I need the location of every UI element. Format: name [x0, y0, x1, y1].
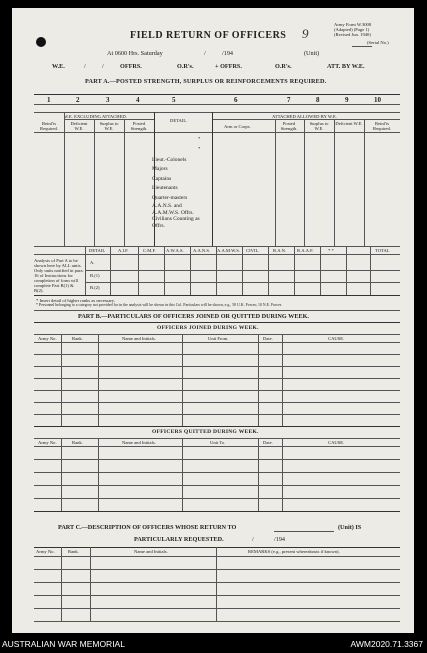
serial-label: (Serial No.)	[367, 40, 389, 45]
analysis-note: Analysis of Part A to be shown here by ALL units. Only units notified in para. 16 of Instructions for completion of form will complete Part B(1) & B(2).	[34, 258, 84, 293]
unit-label: (Unit)	[304, 50, 320, 57]
form-page: FIELD RETURN OF OFFICERS 9 Army Form W.3008 (Adapted) (Page 1) (Revised Jun. 1940) At 0600 Hrs. Saturday / /194 (Unit) (Serial No.) W.E. / / OFFRS. O.R's. + OFFRS. O.R's. ATT. BY W.E. PART A.—POSTED STRENGTH, SURPLUS OR REINFORCEMENTS REQUIRED. 1 2 3 4 5 6 7 8 9 10 W.E. EXCLUDING ATTACHED. ATTACHED ALLOWED BY W.E. Reinf'ts Required. Deficient W.E. Surplus to W.E. Posted Strength. DETAIL. Arm or Corps. Posted Strength. Surplus to W.E. Deficient W.E. Reinf'ts Required. * * Lieut.-Colonels Majors Captains Lieutenants Quarter-masters A.A.N.S. and A.A.M.W.S. Offrs. Civilians Counting as Offrs. DETAIL A.I.F. C.M.F. A.W.A.S. A.A.N.S. A.A.M.W.S. CIVIL. R.A.N. R.A.A.F. * * TOTAL A. B.(1) B.(2) Analysis of Part A to be shown here by ALL units. Only units notified in para. 16 of Instructions for completion of form will complete Part B(1) & B(2). * Insert detail of higher ranks as necessary. * Personnel belonging to a category not provided for in the analysis will be shown in this Col. Particulars will be shown, e.g., 50 U.K. Forces; 10 N.E. Forces PART B.—PARTICULARS OF OFFICERS JOINED OR QUITTED DURING WEEK. OFFICERS JOINED DURING WEEK. Army No. Rank. Name and Initials. Unit From. Date. CAUSE. OFFICERS QUITTED DURING WEEK. Army No. Rank. Name and Initials. Unit To. Date. CAUSE. PART C.—DESCRIPTION OF OFFICERS WHOSE RETURN TO (Unit) IS PARTICULARLY REQUESTED. / /194 Army No. Rank. Name and Initials. REMARKS (e.g., present whereabouts if known).	[12, 8, 414, 633]
part-a-heading: PART A.—POSTED STRENGTH, SURPLUS OR REINFORCEMENTS REQUIRED.	[85, 78, 327, 85]
handwritten-mark: 9	[302, 26, 309, 41]
form-title: FIELD RETURN OF OFFICERS	[130, 30, 287, 41]
footer-accession-number: AWM2020.71.3367	[350, 639, 423, 649]
part-b-heading: PART B.—PARTICULARS OF OFFICERS JOINED OR QUITTED DURING WEEK.	[78, 313, 309, 320]
rank-list: Lieut.-Colonels Majors Captains Lieutenants Quarter-masters	[152, 157, 188, 201]
form-identifier: Army Form W.3008 (Adapted) (Page 1) (Revised Jun. 1940)	[334, 22, 372, 38]
part-c-heading: PART C.—DESCRIPTION OF OFFICERS WHOSE RETURN TO	[58, 524, 237, 531]
footer-source: AUSTRALIAN WAR MEMORIAL	[2, 639, 125, 649]
quitted-title: OFFICERS QUITTED DURING WEEK.	[152, 429, 259, 435]
time-label: At 0600 Hrs. Saturday	[107, 50, 163, 57]
joined-title: OFFICERS JOINED DURING WEEK.	[157, 325, 259, 331]
punch-hole	[36, 37, 46, 47]
